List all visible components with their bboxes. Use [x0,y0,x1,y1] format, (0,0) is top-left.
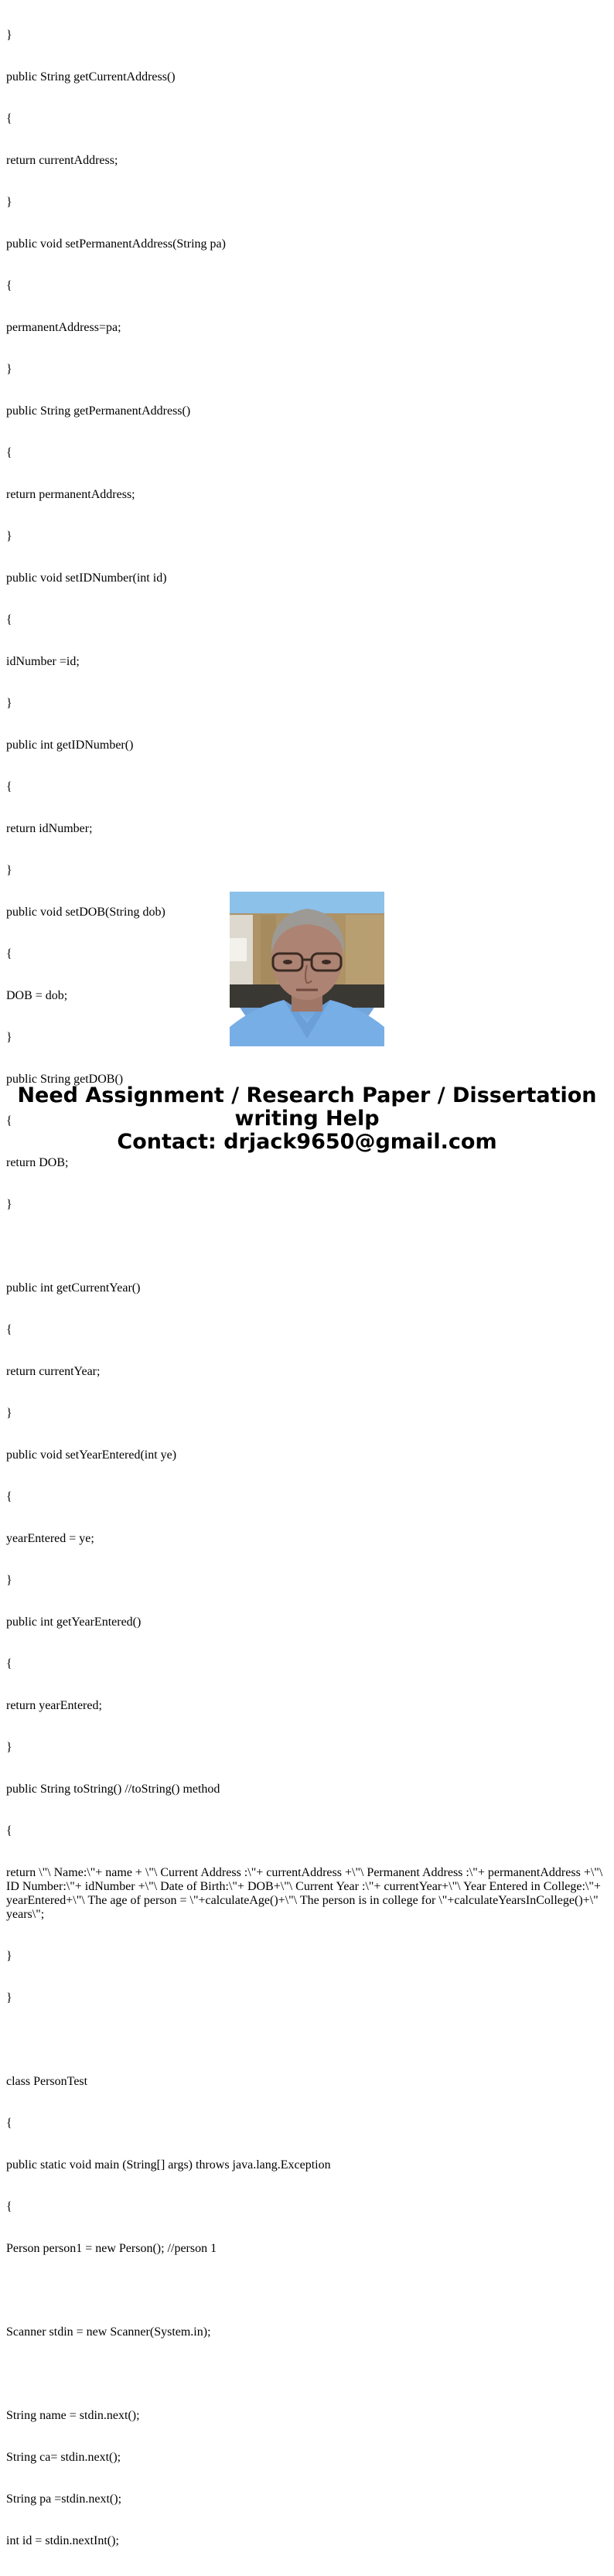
contact-email: Contact: drjack9650@gmail.com [117,1130,497,1154]
code-line: } [6,1407,12,1420]
code-line: public int getCurrentYear() [6,1281,141,1295]
code-line: return currentAddress; [6,154,118,167]
code-line: { [6,1323,12,1336]
code-line: { [6,2117,12,2130]
code-line: public int getIDNumber() [6,739,134,752]
code-line: { [6,446,12,459]
code-line [6,2367,609,2381]
code-line: return currentYear; [6,1365,101,1378]
code-line: Person person1 = new Person(); //person 1 [6,2242,217,2255]
code-text [6,1,609,2576]
code-line [6,2284,609,2298]
code-line: yearEntered = ye; [6,1532,94,1545]
code-line: return DOB; [6,1156,69,1169]
code-line: public int getYearEntered() [6,1616,142,1629]
code-line: { [6,1490,12,1503]
code-line: { [6,279,12,292]
code-line: public void setIDNumber(int id) [6,571,167,585]
code-line: } [6,530,12,543]
code-line: String ca= stdin.next(); [6,2451,121,2464]
code-line: return \"\ Name:\"+ name + \"\ Current Address :\"+ currentAddress +\"\ Permanent Address :\"+ permanentAddress +\"\ ID Number:\"+ idNumber +\"\ Date of Birth:\"+ DOB+\"\ Current Year :\"+ currentYear+\"\ Year Entered in College:\"+ yearEntered+\"\ The age of person = \"+calculateAge()+\"\ The person is in college for \"+calculateYearsInCollege()+\" years\"; [6,1866,606,1921]
code-line: public String getDOB() [6,1073,124,1086]
code-line: public String toString() //toString() method [6,1783,220,1796]
code-line: String pa =stdin.next(); [6,2492,122,2506]
code-line: { [6,112,12,125]
code-line: public static void main (String[] args) throws java.lang.Exception [6,2158,331,2172]
code-line: { [6,780,12,793]
code-line: public void setPermanentAddress(String pa) [6,237,226,251]
code-line: idNumber =id; [6,655,80,668]
code-line: String name = stdin.next(); [6,2409,140,2422]
code-line: { [6,1657,12,1670]
code-line: } [6,1031,12,1044]
banner-line-headline: Need Assignment / Research Paper / Dissertation [17,1083,597,1107]
avatar [230,892,384,1046]
code-line: public void setDOB(String dob) [6,906,165,919]
code-line: DOB = dob; [6,989,68,1002]
code-line: public String getPermanentAddress() [6,404,191,418]
code-line: } [6,29,12,42]
code-line: } [6,1950,12,1963]
code-line: } [6,196,12,209]
person-photo-icon [230,892,384,1046]
code-line: } [6,1991,12,2005]
contact-banner [0,1084,614,1154]
code-line: } [6,697,12,710]
code-line [6,2033,609,2047]
code-line: return yearEntered; [6,1699,102,1712]
code-line: { [6,947,12,960]
code-line: } [6,864,12,877]
code-line: class PersonTest [6,2075,88,2088]
code-line: { [6,2200,12,2213]
code-line: { [6,1114,12,1128]
code-line [6,1240,609,1254]
code-line: } [6,363,12,376]
code-line: return permanentAddress; [6,488,135,501]
code-line: } [6,1741,12,1754]
code-line: } [6,1574,12,1587]
code-line: } [6,1198,12,1211]
code-line: public String getCurrentAddress() [6,70,176,84]
code-line: return idNumber; [6,822,93,835]
code-line: Scanner stdin = new Scanner(System.in); [6,2325,211,2339]
code-line: public void setYearEntered(int ye) [6,1448,177,1462]
code-line: { [6,1824,12,1837]
code-line: permanentAddress=pa; [6,321,121,334]
code-line: { [6,613,12,626]
banner-line-subheadline: writing Help [234,1107,380,1131]
code-line: int id = stdin.nextInt(); [6,2534,119,2547]
